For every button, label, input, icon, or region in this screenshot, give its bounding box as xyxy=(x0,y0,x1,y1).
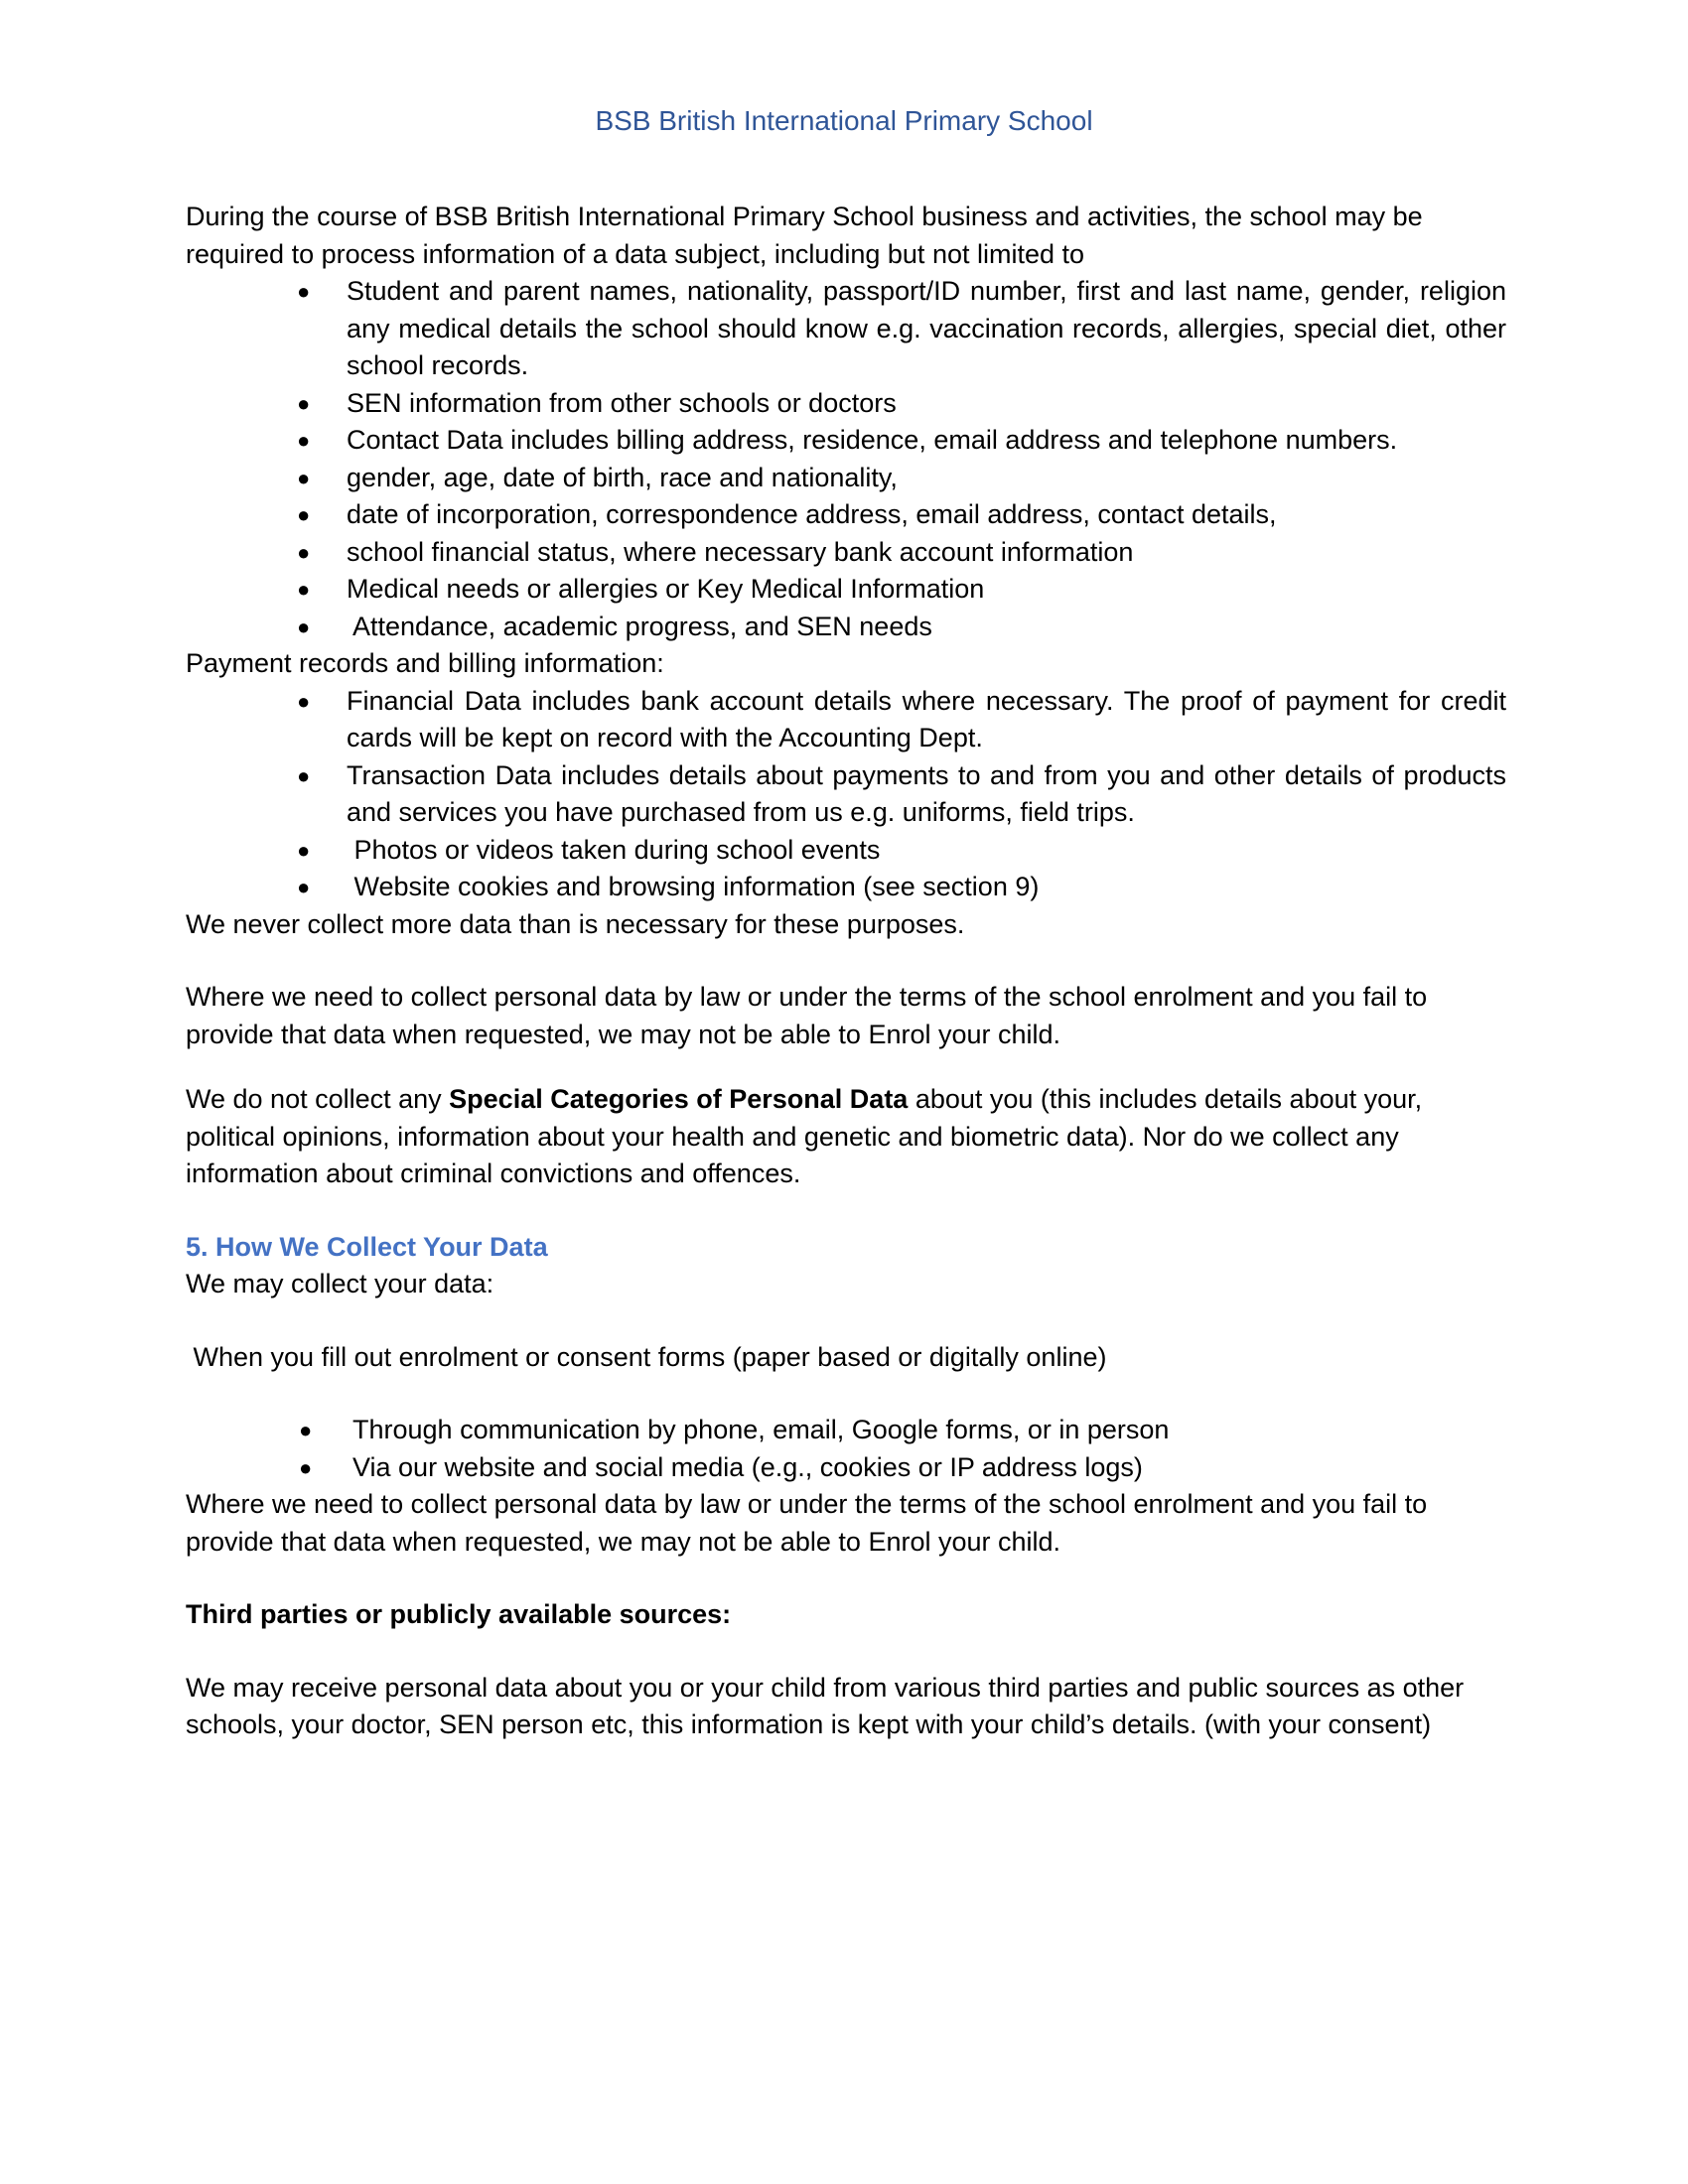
school-name: BSB British International Primary School xyxy=(595,105,1093,136)
special-categories-paragraph xyxy=(186,1081,1506,1193)
list-item-text: date of incorporation, correspondence address, email address, contact details, xyxy=(347,499,1277,529)
law-requirement-paragraph-2: Where we need to collect personal data by law or under the terms of the school enrolment and you fail to provide that data when requested, we may not be able to Enrol your child. xyxy=(186,1489,1428,1557)
document-body xyxy=(186,199,1506,1744)
list-item xyxy=(186,869,1506,906)
list-item xyxy=(186,609,1506,646)
bullet-dot-icon: ● xyxy=(297,614,311,639)
list-item-text: Transaction Data includes details about payments to and from you and other details of products and services you have purchased from us e.g. uniforms, field trips. xyxy=(347,759,1506,827)
list-item-text: Photos or videos taken during school events xyxy=(347,834,881,865)
law-requirement-paragraph: Where we need to collect personal data by law or under the terms of the school enrolment and you fail to provide that data when requested, we may not be able to Enrol your child. xyxy=(186,982,1428,1049)
bullet-dot-icon: ● xyxy=(297,502,311,527)
list-item-text: SEN information from other schools or doctors xyxy=(347,387,897,418)
collection-methods-list xyxy=(186,1412,1506,1486)
list-item-text: Attendance, academic progress, and SEN needs xyxy=(347,611,932,641)
special-categories-bold: Special Categories of Personal Data xyxy=(449,1084,909,1114)
payment-list xyxy=(186,683,1506,906)
section-intro: We may collect your data: xyxy=(186,1269,494,1298)
bullet-dot-icon: ● xyxy=(297,688,311,714)
bullet-dot-icon: ● xyxy=(297,390,311,416)
list-item xyxy=(186,460,1506,497)
special-categories-suffix: about you (this includes details about your, political opinions, information about your health and genetic and biometric data). Nor do we collect any information about criminal convictions and offences. xyxy=(186,1084,1423,1188)
list-item xyxy=(186,1449,1506,1487)
third-parties-paragraph: We may receive personal data about you or your child from various third parties and public sources as other schools, your doctor, SEN person etc, this information is kept with your child’s details. (with your consent) xyxy=(186,1672,1465,1739)
bullet-dot-icon: ● xyxy=(297,428,311,453)
list-item-text: Via our website and social media (e.g., cookies or IP address logs) xyxy=(352,1451,1143,1482)
bullet-dot-icon: ● xyxy=(297,837,311,863)
list-item xyxy=(186,683,1506,757)
never-collect-paragraph: We never collect more data than is necessary for these purposes. xyxy=(186,908,965,939)
list-item xyxy=(186,571,1506,609)
list-item-text: Website cookies and browsing information (see section 9) xyxy=(347,872,1040,901)
list-item xyxy=(186,422,1506,460)
list-item-text: Contact Data includes billing address, residence, email address and telephone numbers. xyxy=(347,425,1398,455)
list-item xyxy=(186,273,1506,385)
third-parties-heading: Third parties or publicly available sources: xyxy=(186,1599,732,1629)
section-heading: 5. How We Collect Your Data xyxy=(186,1231,548,1262)
bullet-dot-icon: ● xyxy=(297,539,311,565)
list-item-text: Financial Data includes bank account details where necessary. The proof of payment for credit cards will be kept on record with the Accounting Dept. xyxy=(347,685,1506,752)
list-item-text: gender, age, date of birth, race and nationality, xyxy=(347,462,898,492)
bullet-dot-icon: ● xyxy=(297,762,311,788)
list-item xyxy=(186,1412,1506,1449)
list-item-text: school financial status, where necessary bank account information xyxy=(347,536,1134,567)
bullet-dot-icon: ● xyxy=(297,279,311,304)
bullet-dot-icon: ● xyxy=(299,1418,313,1442)
list-item xyxy=(186,496,1506,534)
payment-label: Payment records and billing information: xyxy=(186,648,664,678)
special-categories-prefix: We do not collect any xyxy=(186,1084,450,1114)
bullet-dot-icon: ● xyxy=(297,577,311,602)
list-item xyxy=(186,757,1506,832)
contact-data-list xyxy=(186,422,1506,645)
intro-paragraph: During the course of BSB British International Primary School business and activities, the school may be required to process information of a data subject, including but not limited to xyxy=(186,202,1423,269)
list-item-text: Medical needs or allergies or Key Medical Information xyxy=(347,574,985,604)
forms-line: When you fill out enrolment or consent forms (paper based or digitally online) xyxy=(186,1341,1107,1372)
list-item xyxy=(186,832,1506,870)
data-subject-list xyxy=(186,273,1506,422)
list-item-text: Student and parent names, nationality, passport/ID number, first and last name, gender, religion any medical details the school should know e.g. vaccination records, allergies, special diet, other school records. xyxy=(347,276,1506,380)
bullet-dot-icon: ● xyxy=(299,1454,313,1480)
page-header xyxy=(0,103,1688,139)
bullet-dot-icon: ● xyxy=(297,875,311,899)
list-item xyxy=(186,385,1506,423)
list-item xyxy=(186,534,1506,572)
list-item-text: Through communication by phone, email, Google forms, or in person xyxy=(352,1415,1170,1444)
bullet-dot-icon: ● xyxy=(297,465,311,490)
